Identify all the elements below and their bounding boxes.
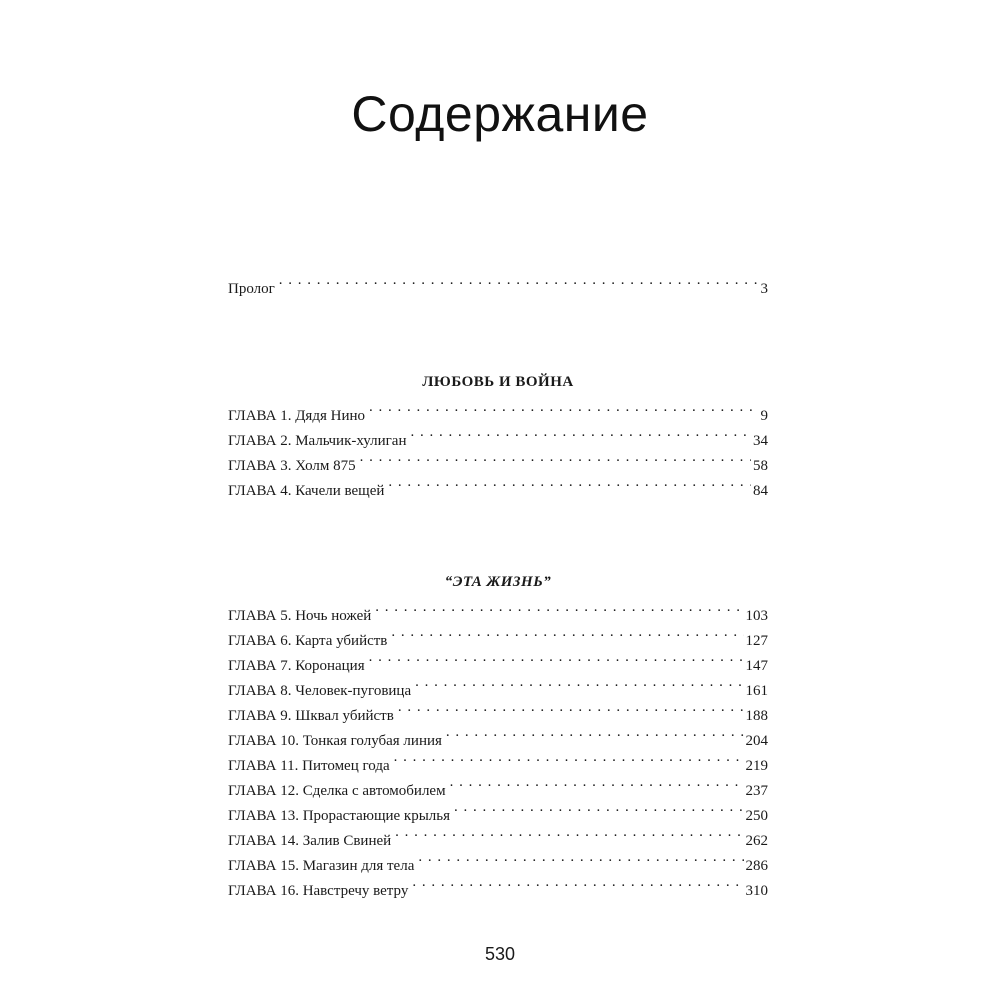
toc-entry-label: ГЛАВА 11. Питомец года bbox=[228, 758, 390, 774]
leader-dots bbox=[418, 845, 743, 870]
toc-entry-label: ГЛАВА 3. Холм 875 bbox=[228, 458, 356, 474]
section-title: “ЭТА ЖИЗНЬ” bbox=[444, 574, 552, 590]
toc-entry-label: ГЛАВА 4. Качели вещей bbox=[228, 483, 385, 499]
toc-entry-page: 3 bbox=[760, 281, 768, 297]
toc-entry-label: ГЛАВА 14. Залив Свиней bbox=[228, 833, 392, 849]
toc-entry-label: ГЛАВА 8. Человек-пуговица bbox=[228, 683, 412, 699]
toc-entry-prologue[interactable] bbox=[228, 268, 768, 297]
toc-entry-label: ГЛАВА 13. Прорастающие крылья bbox=[228, 808, 451, 824]
toc-entry-label: ГЛАВА 7. Коронация bbox=[228, 658, 365, 674]
toc-entry-label: ГЛАВА 2. Мальчик-хулиган bbox=[228, 433, 407, 449]
toc-entry-page: 34 bbox=[753, 433, 768, 449]
leader-dots bbox=[395, 820, 743, 845]
toc-entry-label: Пролог bbox=[228, 281, 275, 297]
toc-entry-label: ГЛАВА 6. Карта убийств bbox=[228, 633, 388, 649]
leader-dots bbox=[410, 420, 751, 445]
toc-entry-page: 188 bbox=[745, 708, 768, 724]
toc-entry-page: 237 bbox=[745, 783, 768, 799]
leader-dots bbox=[391, 620, 743, 645]
leader-dots bbox=[388, 470, 751, 495]
toc-section-love-and-war bbox=[228, 370, 768, 499]
toc-entry-page: 262 bbox=[745, 833, 768, 849]
leader-dots bbox=[369, 645, 744, 670]
toc-entry-page: 204 bbox=[745, 733, 768, 749]
toc-entry-label: ГЛАВА 1. Дядя Нино bbox=[228, 408, 365, 424]
toc-entry-page: 161 bbox=[745, 683, 768, 699]
leader-dots bbox=[415, 670, 743, 695]
leader-dots bbox=[369, 395, 759, 420]
leader-dots bbox=[398, 695, 744, 720]
toc-entry-page: 219 bbox=[745, 758, 768, 774]
toc-prologue bbox=[228, 268, 768, 297]
toc-entry-page: 58 bbox=[753, 458, 768, 474]
toc-entry-label: ГЛАВА 9. Шквал убийств bbox=[228, 708, 394, 724]
toc-entry-page: 84 bbox=[753, 483, 768, 499]
section-title: ЛЮБОВЬ И ВОЙНА bbox=[422, 374, 574, 390]
toc-entry-page: 147 bbox=[745, 658, 768, 674]
toc-entry-label: ГЛАВА 15. Магазин для тела bbox=[228, 858, 415, 874]
toc-entry-page: 9 bbox=[760, 408, 768, 424]
toc-entry-page: 250 bbox=[745, 808, 768, 824]
toc-entry-label: ГЛАВА 5. Ночь ножей bbox=[228, 608, 372, 624]
leader-dots bbox=[412, 870, 743, 895]
toc-entry[interactable] bbox=[228, 395, 768, 424]
toc-entry-label: ГЛАВА 16. Навстречу ветру bbox=[228, 883, 409, 899]
leader-dots bbox=[450, 770, 744, 795]
toc-entry-page: 310 bbox=[745, 883, 768, 899]
page-number: 530 bbox=[484, 944, 516, 964]
toc-entry[interactable] bbox=[228, 595, 768, 624]
leader-dots bbox=[360, 445, 751, 470]
leader-dots bbox=[446, 720, 744, 745]
toc-entry-label: ГЛАВА 12. Сделка с автомобилем bbox=[228, 783, 446, 799]
toc-section-this-life bbox=[228, 570, 768, 899]
leader-dots bbox=[454, 795, 743, 820]
page-title: Содержание bbox=[351, 86, 649, 142]
toc-entry-page: 103 bbox=[745, 608, 768, 624]
toc-entry-page: 286 bbox=[745, 858, 768, 874]
toc-entry-label: ГЛАВА 10. Тонкая голубая линия bbox=[228, 733, 442, 749]
leader-dots bbox=[279, 268, 759, 293]
toc-entry-page: 127 bbox=[745, 633, 768, 649]
leader-dots bbox=[375, 595, 743, 620]
leader-dots bbox=[394, 745, 744, 770]
